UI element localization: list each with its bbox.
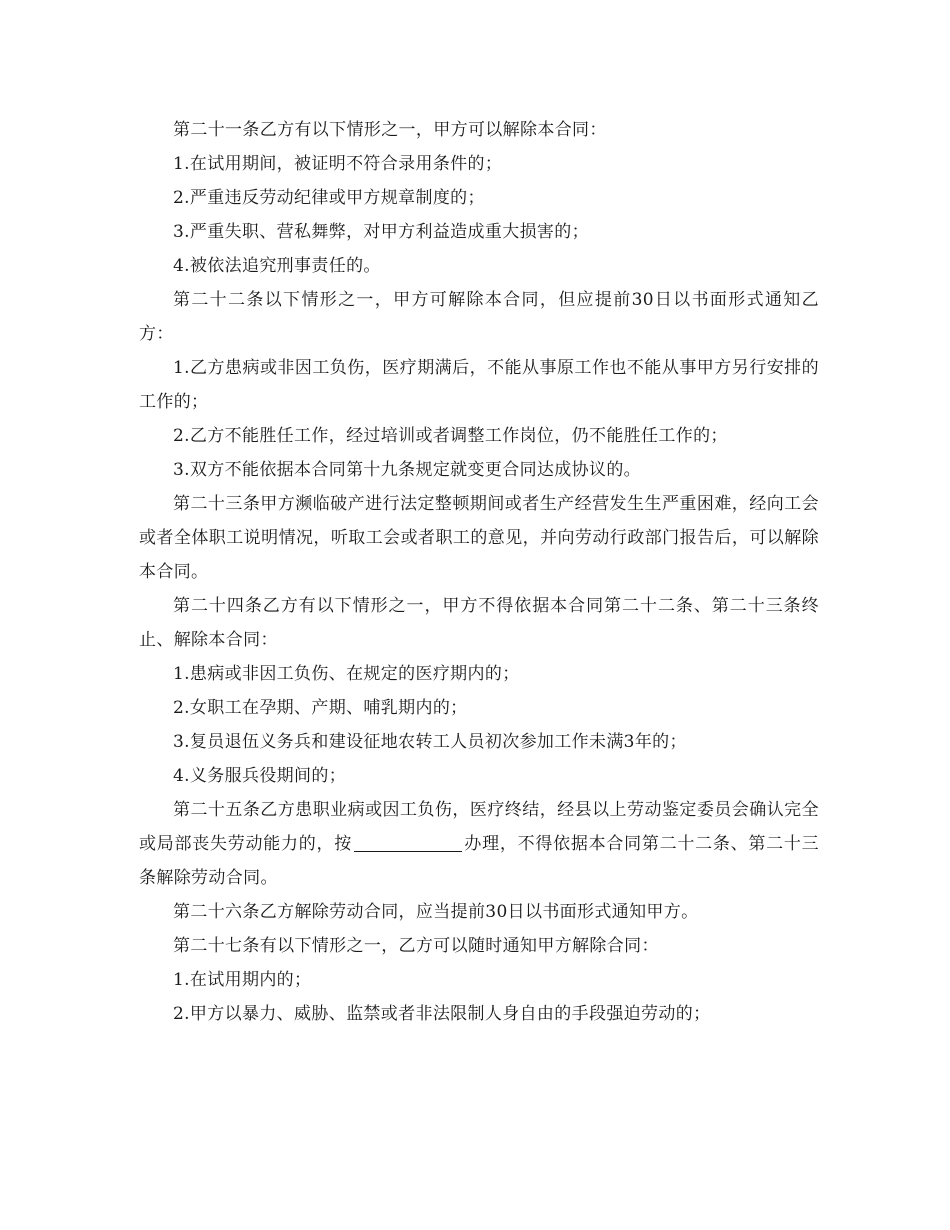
fill-in-blank (354, 831, 462, 852)
clause-25-text-before: 第二十五条乙方患职业病或因工负伤，医疗终结，经县以上劳动鉴定委员会确认完全或局部丧失劳动能力的，按 (139, 800, 819, 854)
clause-24-item-4: 4.义务服兵役期间的； (173, 766, 347, 786)
clause-24-item-2: 2.女职工在孕期、产期、哺乳期内的； (173, 698, 468, 718)
clause-21-item-3: 3.严重失职、营私舞弊，对甲方利益造成重大损害的； (173, 222, 589, 242)
clause-21-item-1: 1.在试用期间，被证明不符合录用条件的； (173, 154, 503, 174)
clause-24-item-3: 3.复员退伍义务兵和建设征地农转工人员初次参加工作未满3年的； (173, 732, 687, 752)
clause-27-item-1: 1.在试用期内的； (173, 970, 312, 990)
clause-21-item-2: 2.严重违反劳动纪律或甲方规章制度的； (173, 188, 485, 208)
document-body (139, 113, 819, 1031)
clause-21-item-4: 4.被依法追究刑事责任的。 (173, 256, 381, 276)
clause-21: 第二十一条乙方有以下情形之一，甲方可以解除本合同： (173, 120, 607, 140)
clause-22-item-2: 2.乙方不能胜任工作，经过培训或者调整工作岗位，仍不能胜任工作的； (173, 426, 728, 446)
clause-24: 第二十四条乙方有以下情形之一，甲方不得依据本合同第二十二条、第二十三条终止、解除本合同： (139, 596, 819, 650)
clause-26: 第二十六条乙方解除劳动合同，应当提前30日以书面形式通知甲方。 (173, 902, 699, 922)
clause-27: 第二十七条有以下情形之一，乙方可以随时通知甲方解除合同： (173, 936, 659, 956)
clause-23: 第二十三条甲方濒临破产进行法定整顿期间或者生产经营发生生严重困难，经向工会或者全体职工说明情况，听取工会或者职工的意见，并向劳动行政部门报告后，可以解除本合同。 (139, 494, 819, 582)
clause-24-item-1: 1.患病或非因工负伤、在规定的医疗期内的； (173, 664, 520, 684)
clause-22-item-3: 3.双方不能依据本合同第十九条规定就变更合同达成协议的。 (173, 460, 642, 480)
clause-22-item-1: 1.乙方患病或非因工负伤，医疗期满后，不能从事原工作也不能从事甲方另行安排的工作的； (139, 358, 819, 412)
clause-27-item-2: 2.甲方以暴力、威胁、监禁或者非法限制人身自由的手段强迫劳动的； (173, 1004, 711, 1024)
clause-22: 第二十二条以下情形之一，甲方可解除本合同，但应提前30日以书面形式通知乙方： (139, 290, 819, 344)
clause-25 (139, 793, 819, 895)
clause-25-text-after: 办理，不得依据本合同第二十二条、第二十三条解除劳动合同。 (139, 834, 819, 888)
